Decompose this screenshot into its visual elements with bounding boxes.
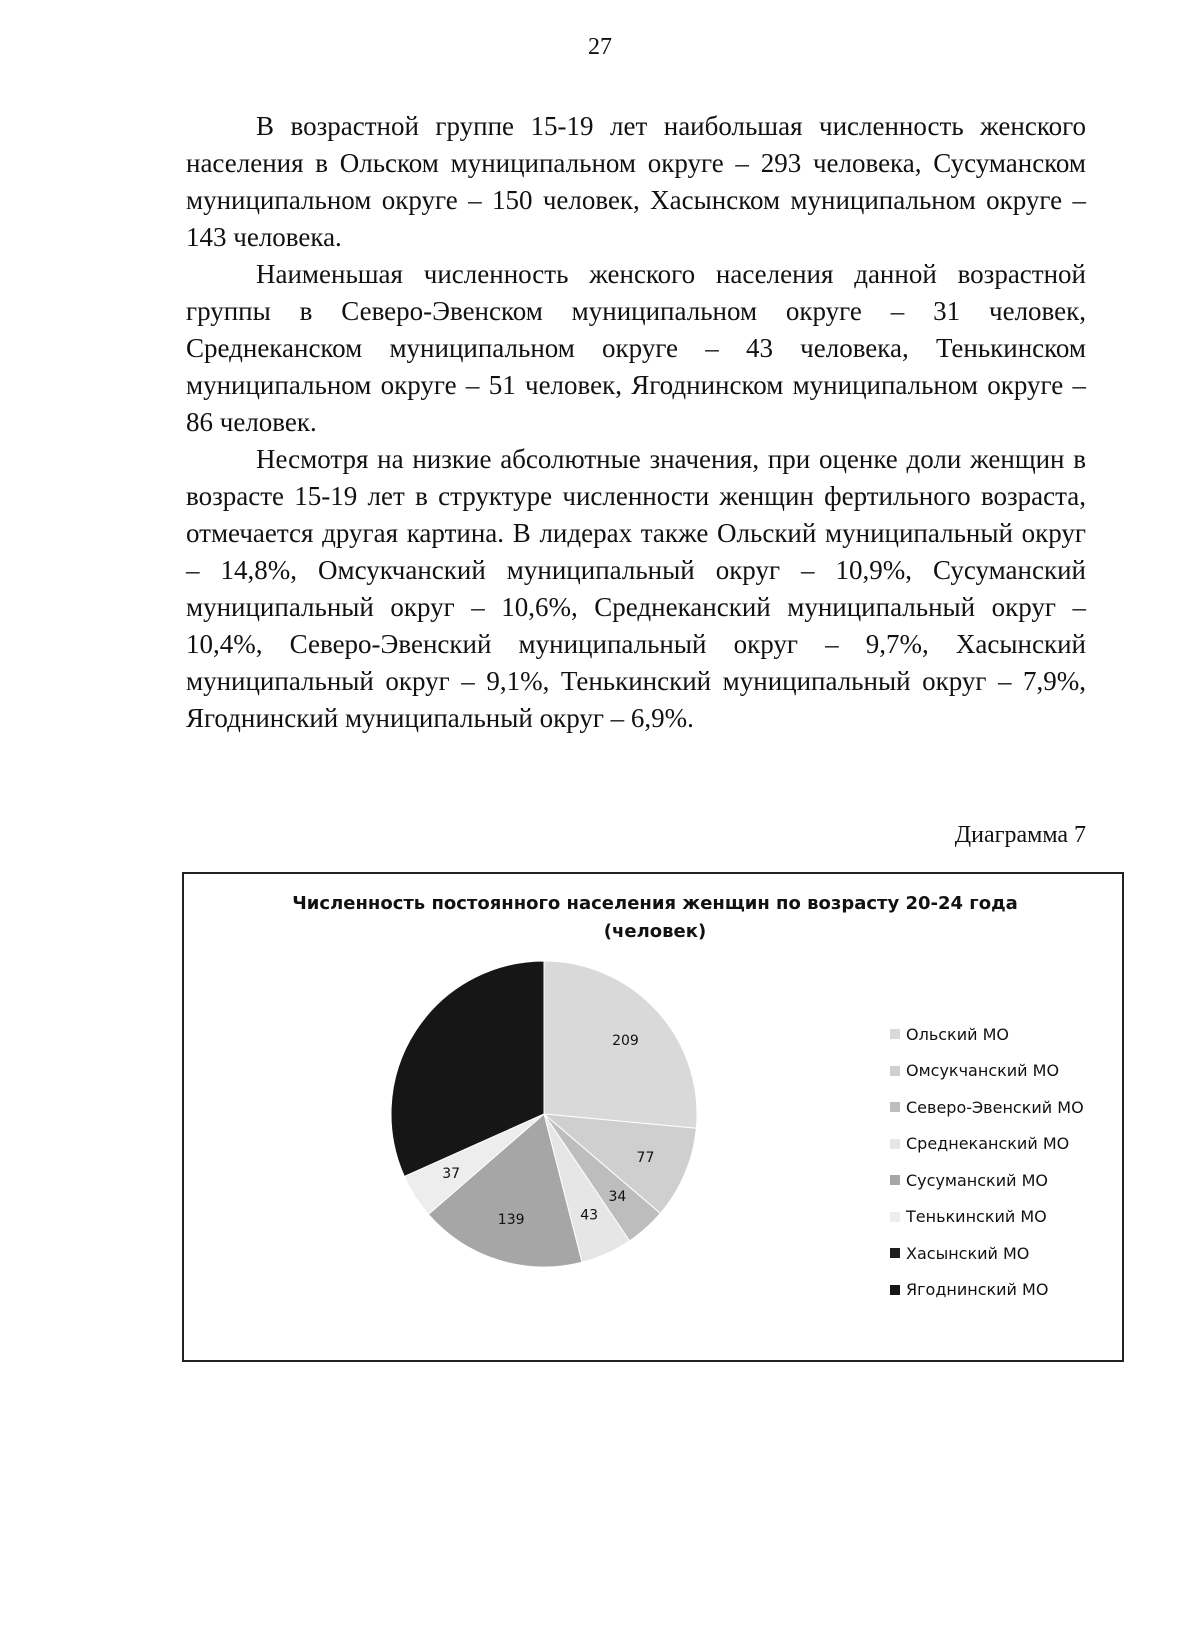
paragraph: Несмотря на низкие абсолютные значения, при оценке доли женщин в возрасте 15-19 лет в структуре численности женщин фертильного возраста, отмечается другая картина. В лидерах также Ольский муниципальный округ – 14,8%, Омсукчанский муниципальный округ – 10,9%, Сусуманский муниципальный округ – 10,6%, Среднеканский муниципальный округ – 10,4%, Северо-Эвенский муниципальный округ – 9,7%, Хасынский муниципальный округ – 9,1%, Тенькинский муниципальный округ – 7,9%, Ягоднинский муниципальный округ – 6,9%. <box>186 444 1086 733</box>
slice-data-label: 37 <box>442 1166 461 1183</box>
legend-label: Хасынский МО <box>906 1243 1030 1263</box>
diagram-caption: Диаграмма 7 <box>954 822 1086 848</box>
legend-label: Среднеканский МО <box>906 1134 1070 1154</box>
paragraph: Наименьшая численность женского населения данной возрастной группы в Северо-Эвенском муниципальном округе – 31 человек, Среднеканском муниципальном округе – 43 человека, Тенькинском муниципальном округе – 51 человек, Ягоднинском муниципальном округе – 86 человек. <box>186 259 1086 437</box>
legend-item <box>890 1126 1120 1163</box>
legend-swatch <box>890 1029 900 1039</box>
slice-data-label: 139 <box>497 1212 525 1229</box>
legend-item <box>890 1089 1120 1126</box>
legend-swatch <box>890 1285 900 1295</box>
legend-item <box>890 1272 1120 1309</box>
legend-label: Омсукчанский МО <box>906 1061 1060 1081</box>
chart-title-line-2: (человек) <box>603 921 707 942</box>
legend-item <box>890 1162 1120 1199</box>
body-text <box>186 108 1086 737</box>
slice-data-label: 43 <box>580 1207 599 1224</box>
legend-label: Северо-Эвенский МО <box>906 1097 1084 1117</box>
legend-swatch <box>890 1066 900 1076</box>
legend-swatch <box>890 1175 900 1185</box>
legend-label: Тенькинский МО <box>906 1207 1047 1227</box>
legend-swatch <box>890 1139 900 1149</box>
pie-chart-container <box>182 872 1124 1362</box>
legend-item <box>890 1235 1120 1272</box>
slice-data-label: 77 <box>636 1149 655 1166</box>
slice-data-label: 34 <box>608 1189 627 1206</box>
paragraph: В возрастной группе 15-19 лет наибольшая численность женского населения в Ольском муниципальном округе – 293 человека, Сусуманском муниципальном округе – 150 человек, Хасынском муниципальном округе – 143 человека. <box>186 111 1086 252</box>
chart-legend <box>890 1016 1120 1308</box>
legend-item <box>890 1053 1120 1090</box>
legend-label: Сусуманский МО <box>906 1170 1048 1190</box>
legend-label: Ольский МО <box>906 1024 1009 1044</box>
legend-swatch <box>890 1102 900 1112</box>
legend-item <box>890 1199 1120 1236</box>
slice-data-label: 209 <box>612 1032 639 1049</box>
legend-swatch <box>890 1212 900 1222</box>
legend-label: Ягоднинский МО <box>906 1280 1049 1300</box>
page-number: 27 <box>588 34 612 60</box>
legend-item <box>890 1016 1120 1053</box>
chart-title-line-1: Численность постоянного населения женщин по возрасту 20-24 года <box>292 893 1018 914</box>
legend-swatch <box>890 1248 900 1258</box>
